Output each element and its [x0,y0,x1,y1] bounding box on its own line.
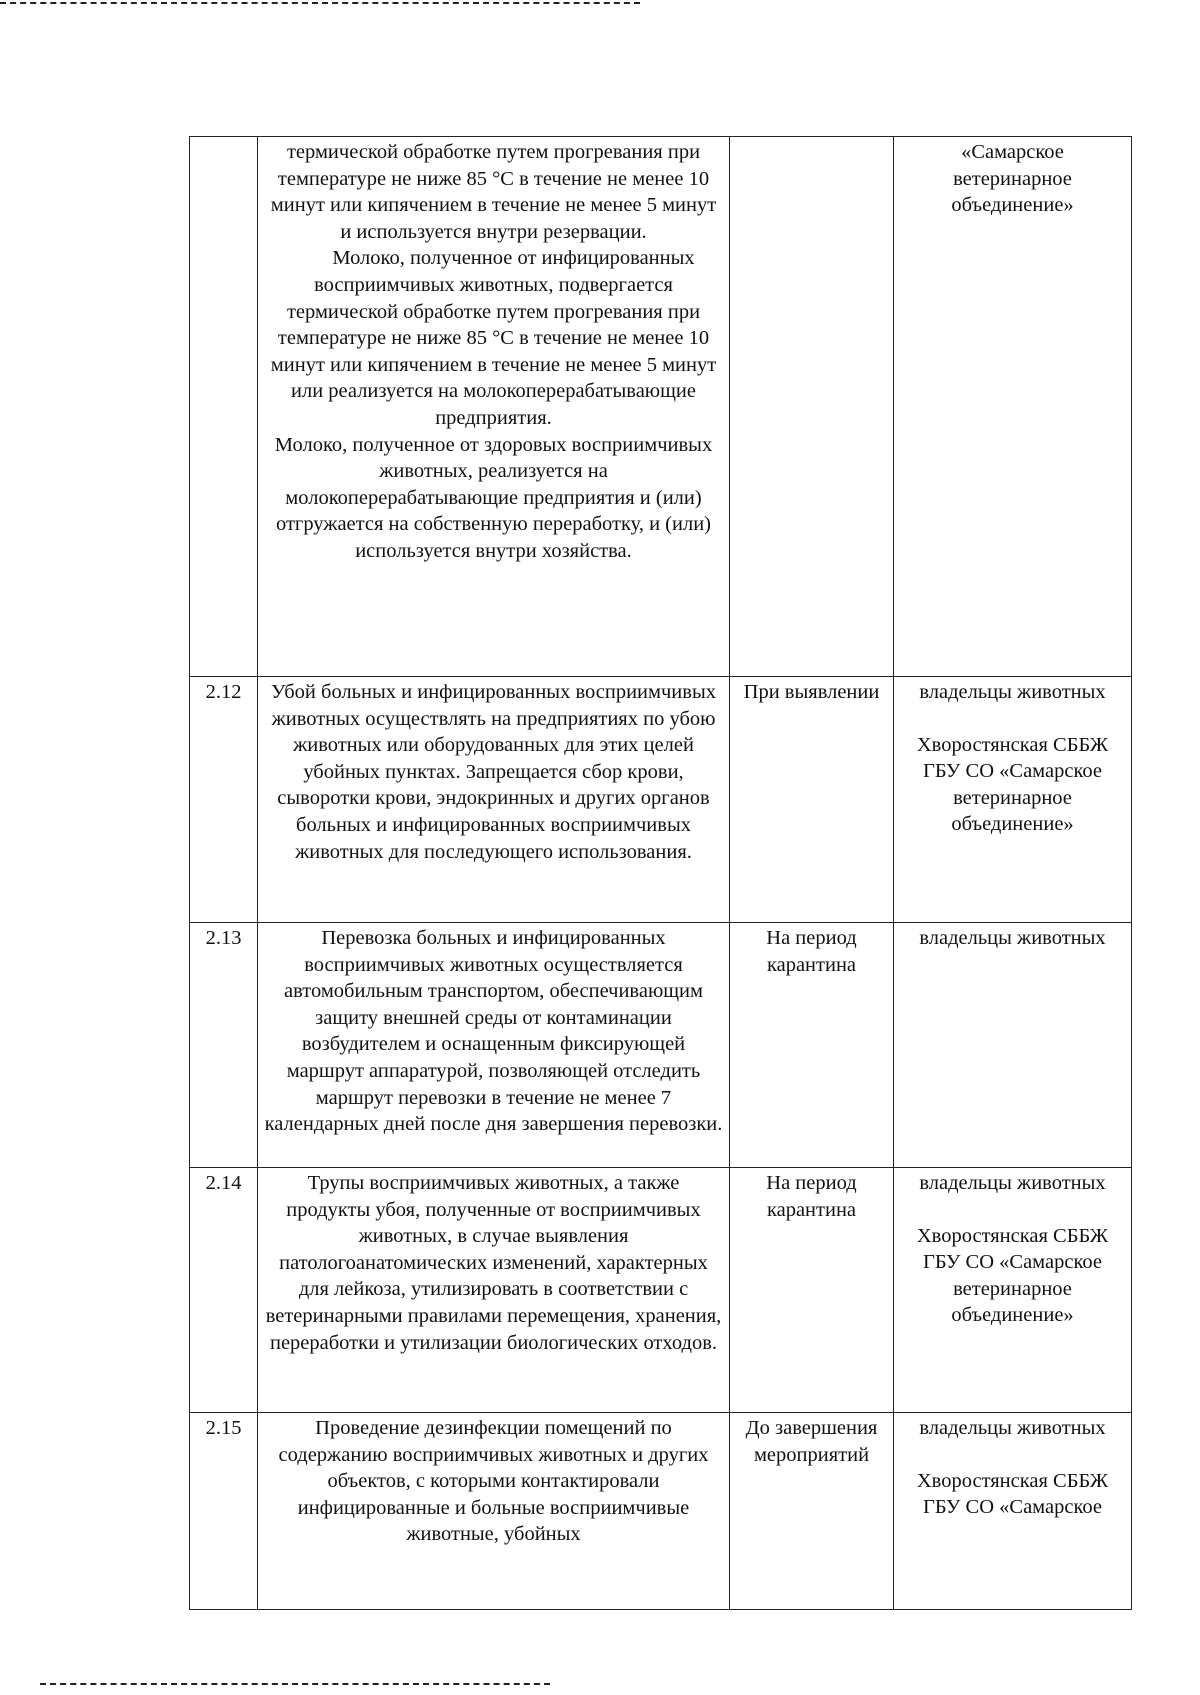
responsible-owners: владельцы животных [919,1417,1106,1439]
table-row [190,1413,1132,1610]
action-paragraph: Убой больных и инфицированных восприимчивых животных осуществлять на предприятиях по убою животных или оборудованных для этих целей убойных пунктах. Запрещается сбор крови, сыворотки крови, эндокринных и других органов больных и инфицированных восприимчивых животных для последующего использования. [271,681,716,863]
responsible-owners: владельцы животных [919,681,1106,703]
responsible-cell [894,923,1132,1168]
term-cell [730,677,894,923]
row-number [190,137,258,677]
table-row [190,1168,1132,1413]
row-number: 2.12 [190,677,258,923]
row-number: 2.15 [190,1413,258,1610]
action-cell [258,1168,730,1413]
action-cell [258,137,730,677]
responsible-cell [894,137,1132,677]
action-paragraph: Трупы восприимчивых животных, а также продукты убоя, полученные от восприимчивых животных, в случае выявления патологоанатомических изменений, характерных для лейкоза, утилизировать в соответствии с ветеринарными правилами перемещения, хранения, переработки и утилизации биологических отходов. [265,1172,722,1354]
action-paragraph: термической обработке путем прогревания при температуре не ниже 85 °С в течение не менее 10 минут или кипячением в течение не менее 5 минут и используется внутри резервации. [270,141,717,243]
action-paragraph: Молоко, полученное от инфицированных восприимчивых животных, подвергается термической обработке путем прогревания при температуре не ниже 85 °С в течение не менее 10 минут или кипячением в течение не менее 5 минут или реализуется на молокоперерабатывающие предприятия. [270,247,717,429]
scan-border-bottom [40,1683,550,1689]
row-number: 2.13 [190,923,258,1168]
responsible-owners: владельцы животных [919,927,1106,949]
responsible-org: Хворостянская СББЖ ГБУ СО «Самарское ветеринарное объединение» [916,733,1109,836]
term-cell [730,1413,894,1610]
responsible-cell [894,677,1132,923]
term-text: До завершения мероприятий [745,1417,878,1466]
term-text: На период карантина [766,927,857,976]
term-cell [730,923,894,1168]
term-text: На период карантина [766,1172,857,1221]
action-paragraph: Проведение дезинфекции помещений по содержанию восприимчивых животных и других объектов, с которыми контактировали инфицированные и больные восприимчивые животные, убойных [278,1417,709,1546]
responsible-cell [894,1168,1132,1413]
action-paragraph: Молоко, полученное от здоровых восприимчивых животных, реализуется на молокоперерабатывающие предприятия и (или) отгружается на собственную переработку, и (или) используется внутри хозяйства. [274,433,713,562]
term-text: При выявлении [743,681,880,703]
action-cell [258,923,730,1168]
table-row [190,677,1132,923]
term-cell [730,137,894,677]
responsible-org: Хворостянская СББЖ ГБУ СО «Самарское ветеринарное объединение» [916,1224,1109,1327]
measures-table [189,136,1132,1610]
responsible-cell [894,1413,1132,1610]
table-row [190,137,1132,677]
responsible-org: Хворостянская СББЖ ГБУ СО «Самарское [916,1469,1109,1519]
scan-border-top [0,2,640,8]
table-row [190,923,1132,1168]
row-number: 2.14 [190,1168,258,1413]
responsible-org: «Самарское ветеринарное объединение» [951,141,1074,217]
action-cell [258,1413,730,1610]
action-cell [258,677,730,923]
responsible-owners: владельцы животных [919,1172,1106,1194]
action-paragraph: Перевозка больных и инфицированных восприимчивых животных осуществляется автомобильным транспортом, обеспечивающим защиту внешней среды от контаминации возбудителем и оснащенным фиксирующей маршрут аппаратурой, позволяющей отследить маршрут перевозки в течение не менее 7 календарных дней после дня завершения перевозки. [264,927,723,1136]
term-cell [730,1168,894,1413]
